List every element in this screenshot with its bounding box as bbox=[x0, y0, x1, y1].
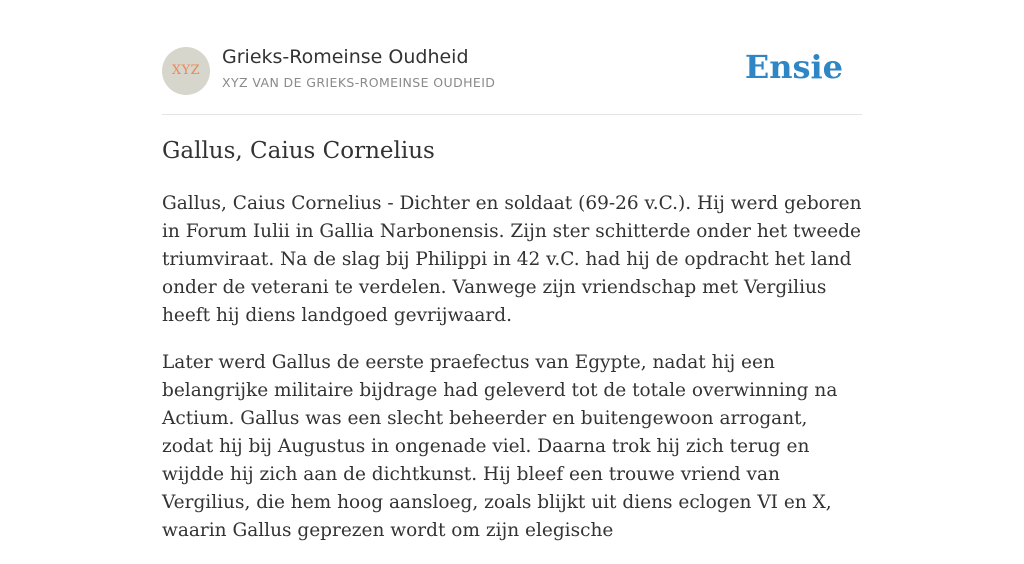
article-paragraph: Later werd Gallus de eerste praefectus van Egypte, nadat hij een belangrijke militaire bijdrage had geleverd tot de totale overwinning na Actium. Gallus was een slecht beheerder en buitengewoon arrogant, zodat hij bij Augustus in ongenade viel. Daarna trok hij zich terug en wijdde hij zich aan de dichtkunst. Hij bleef een trouwe vriend van Vergilius, die hem hoog aansloeg, zoals blijkt uit diens eclogen VI en X, waarin Gallus geprezen wordt om zijn elegische bbox=[162, 352, 838, 541]
site-header bbox=[162, 0, 862, 115]
article-title: Gallus, Caius Cornelius bbox=[162, 138, 435, 164]
site-avatar[interactable]: XYZ bbox=[162, 47, 210, 95]
article-body bbox=[162, 190, 862, 564]
site-title-link[interactable]: Grieks-Romeinse Oudheid bbox=[222, 46, 469, 68]
ensie-logo-link[interactable]: Ensie bbox=[744, 48, 843, 86]
article-paragraph: Gallus, Caius Cornelius - Dichter en soldaat (69-26 v.C.). Hij werd geboren in Forum Iulii in Gallia Narbonensis. Zijn ster schitterde onder het tweede triumviraat. Na de slag bij Philippi in 42 v.C. had hij de opdracht het land onder de veterani te verdelen. Vanwege zijn vriendschap met Vergilius heeft hij diens landgoed gevrijwaard. bbox=[162, 193, 862, 326]
site-subtitle: XYZ VAN DE GRIEKS-ROMEINSE OUDHEID bbox=[222, 75, 496, 90]
